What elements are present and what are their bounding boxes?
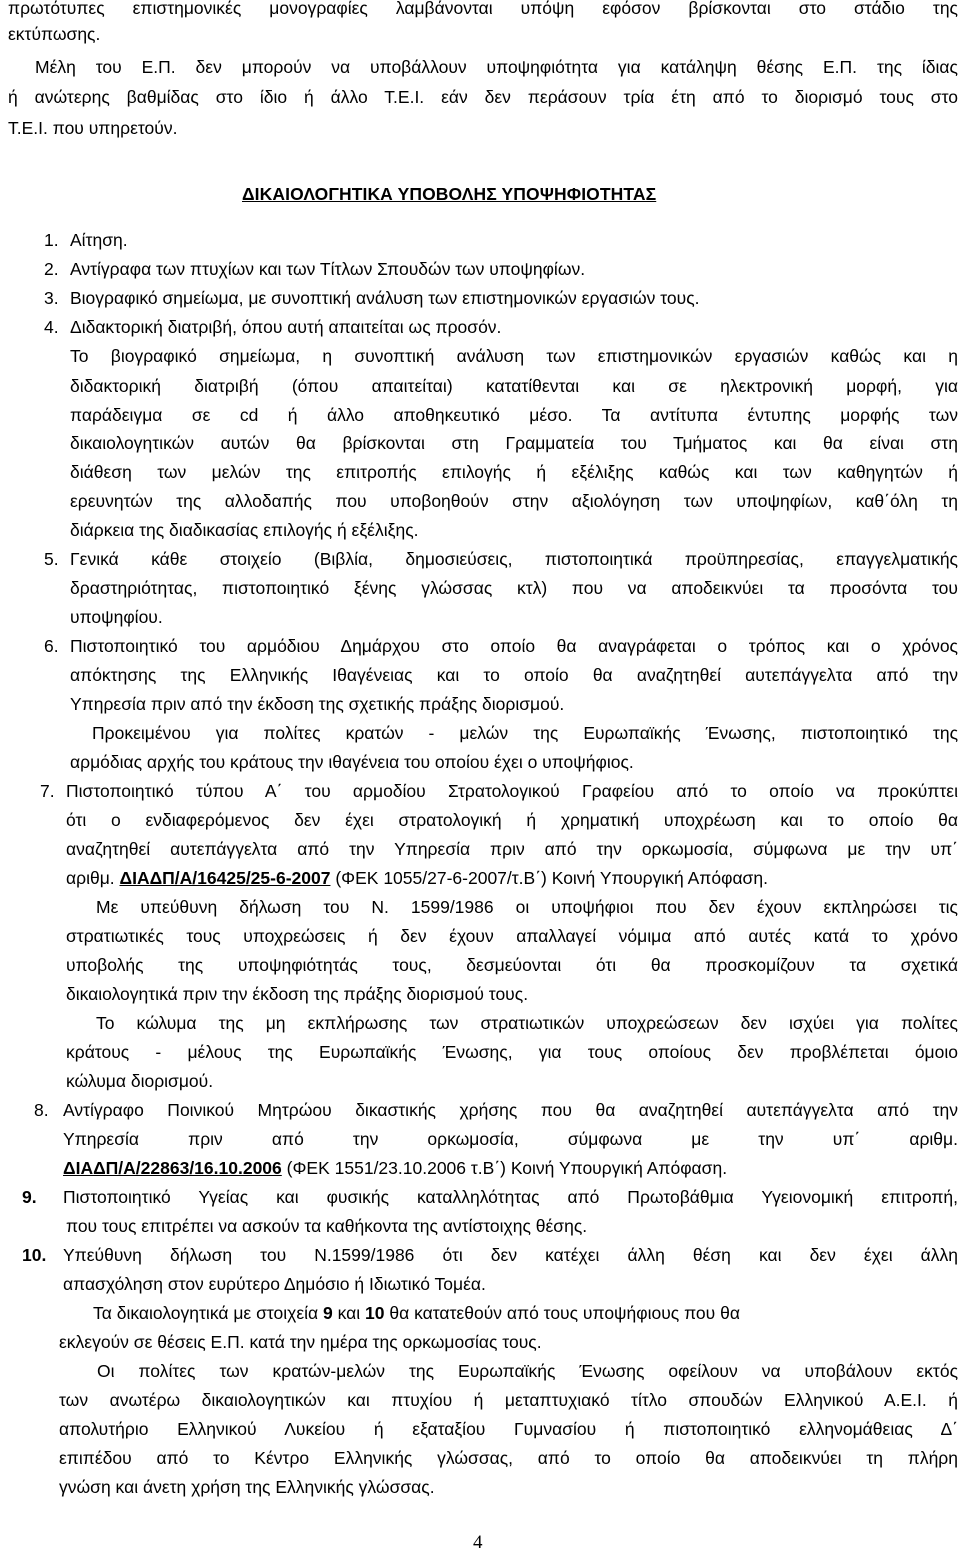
item-number: 3. bbox=[44, 288, 59, 308]
text-run: αριθμ. bbox=[66, 868, 120, 888]
paragraph-line: στρατιωτικές τους υποχρεώσεις ή δεν έχουν απαλλαγεί νόμιμα από αυτές κατά το χρόνο bbox=[66, 926, 958, 946]
item-number: 1. bbox=[44, 230, 59, 250]
item-number: 8. bbox=[34, 1100, 49, 1120]
paragraph-line: εκλεγούν σε θέσεις Ε.Π. κατά την ημέρα της ορκωμοσίας τους. bbox=[59, 1332, 542, 1352]
paragraph-line: διάρκεια της διαδικασίας επιλογής ή εξέλιξης. bbox=[70, 520, 419, 540]
item-text: Πιστοποιητικό του αρμόδιου Δημάρχου στο οποίο θα αναγράφεται ο τρόπος και ο χρόνος bbox=[70, 636, 958, 656]
item-number: 7. bbox=[40, 781, 55, 801]
paragraph-line: Με υπεύθυνη δήλωση του Ν. 1599/1986 οι υποψήφιοι που δεν έχουν εκπληρώσει τις bbox=[96, 897, 958, 917]
text-run: θα κατατεθούν από τους υποψήφιους που θα bbox=[384, 1303, 740, 1323]
item-text: Υπεύθυνη δήλωση του Ν.1599/1986 ότι δεν κατέχει άλλη θέση και δεν έχει άλλη bbox=[63, 1245, 958, 1265]
item-text bbox=[63, 1157, 727, 1179]
paragraph-line: Το κώλυμα της μη εκπλήρωσης των στρατιωτικών υποχρεώσεων δεν ισχύει για πολίτες bbox=[96, 1013, 958, 1033]
text-run: (ΦΕΚ 1551/23.10.2006 τ.Β΄) Κοινή Υπουργική Απόφαση. bbox=[281, 1158, 728, 1178]
item-text bbox=[66, 867, 768, 889]
item-text: Υπηρεσία πριν από την ορκωμοσία, σύμφωνα με την υπ΄ αριθμ. bbox=[63, 1129, 958, 1149]
text-run: Τα δικαιολογητικά με στοιχεία bbox=[93, 1303, 324, 1323]
item-number: 5. bbox=[44, 549, 59, 569]
paragraph-line: απολυτήριο Ελληνικού Λυκείου ή εξαταξίου Γυμνασίου ή πιστοποιητικό ελληνομάθειας Δ΄ bbox=[59, 1419, 958, 1439]
item-text: Γενικά κάθε στοιχείο (Βιβλία, δημοσιεύσεις, πιστοποιητικά προϋπηρεσίας, επαγγελματικής bbox=[70, 549, 958, 569]
text-run-bold: 9 bbox=[323, 1303, 333, 1323]
item-text: Πιστοποιητικό τύπου Α΄ του αρμοδίου Στρατολογικού Γραφείου από το οποίο να προκύπτει bbox=[66, 781, 958, 801]
paragraph-line: διάθεση των μελών της επιτροπής επιλογής ή εξέλιξης καθώς και των καθηγητών ή bbox=[70, 462, 958, 482]
paragraph-line: ερευνητών της αλλοδαπής που υποβοηθούν στην αξιολόγηση των υποψηφίων, καθ΄όλη τη bbox=[70, 491, 958, 511]
item-text: απόκτησης της Ελληνικής Ιθαγένειας και το οποίο θα αναζητηθεί αυτεπάγγελτα από την bbox=[70, 665, 958, 685]
item-text: που τους επιτρέπει να ασκούν τα καθήκοντα της αντίστοιχης θέσης. bbox=[66, 1216, 588, 1236]
item-text: αναζητηθεί αυτεπάγγελτα από την Υπηρεσία πριν από την ορκωμοσία, σύμφωνα με την υπ΄ bbox=[66, 839, 958, 859]
paragraph-line: επιπέδου από το Κέντρο Ελληνικής γλώσσας, από το οποίο θα αποδεικνύει τη πλήρη bbox=[59, 1448, 958, 1468]
item-text: δραστηριότητας, πιστοποιητικό ξένης γλώσσας κτλ) που να αποδεικνύει τα προσόντα του bbox=[70, 578, 958, 598]
paragraph-line: παράδειγμα σε cd ή άλλο αποθηκευτικό μέσο. Τα αντίτυπα έντυπης μορφής των bbox=[70, 405, 958, 425]
section-heading: ΔΙΚΑΙΟΛΟΓΗΤΙΚΑ ΥΠΟΒΟΛΗΣ ΥΠΟΨΗΦΙΟΤΗΤΑΣ bbox=[242, 184, 657, 204]
decision-reference: ΔΙΑΔΠ/Α/16425/25-6-2007 bbox=[119, 868, 331, 888]
item-text: Βιογραφικό σημείωμα, με συνοπτική ανάλυση των επιστημονικών εργασιών τους. bbox=[70, 288, 700, 308]
decision-reference: ΔΙΑΔΠ/Α/22863/16.10.2006 bbox=[63, 1158, 282, 1178]
item-text: Διδακτορική διατριβή, όπου αυτή απαιτείται ως προσόν. bbox=[70, 317, 502, 337]
item-number: 4. bbox=[44, 317, 59, 337]
paragraph-line: Προκειμένου για πολίτες κρατών - μελών της Ευρωπαϊκής Ένωσης, πιστοποιητικό της bbox=[92, 723, 958, 743]
page-number: 4 bbox=[473, 1532, 483, 1553]
intro-line: Μέλη του Ε.Π. δεν μπορούν να υποβάλλουν υποψηφιότητα για κατάληψη θέσης Ε.Π. της ίδιας bbox=[35, 57, 958, 77]
paragraph-line: αρμόδιας αρχής του κράτους την ιθαγένεια του οποίου έχει ο υποψήφιος. bbox=[70, 752, 634, 772]
paragraph-line: κώλυμα διορισμού. bbox=[66, 1071, 214, 1091]
intro-line: εκτύπωσης. bbox=[8, 24, 101, 44]
text-run: και bbox=[332, 1303, 366, 1323]
item-text: ότι ο ενδιαφερόμενος δεν έχει στρατολογική ή χρηματική υποχρέωση και το οποίο θα bbox=[66, 810, 958, 830]
item-text: Αντίγραφα των πτυχίων και των Τίτλων Σπουδών των υποψηφίων. bbox=[70, 259, 586, 279]
item-text: απασχόληση στον ευρύτερο Δημόσιο ή Ιδιωτικό Τομέα. bbox=[63, 1274, 486, 1294]
intro-line: πρωτότυπες επιστημονικές μονογραφίες λαμβάνονται υπόψη εφόσον βρίσκονται στο στάδιο της bbox=[8, 0, 958, 18]
item-number: 6. bbox=[44, 636, 59, 656]
item-number: 9. bbox=[22, 1187, 37, 1207]
paragraph-line: υποβολής της υποψηφιότητάς τους, δεσμεύονται ότι θα προσκομίζουν τα σχετικά bbox=[66, 955, 958, 975]
intro-line: ή ανώτερης βαθμίδας στο ίδιο ή άλλο Τ.Ε.Ι. εάν δεν περάσουν τρία έτη από το διορισμό τους στο bbox=[8, 87, 958, 107]
item-number: 2. bbox=[44, 259, 59, 279]
item-number: 10. bbox=[22, 1245, 47, 1265]
paragraph-line bbox=[93, 1302, 740, 1324]
text-run: (ΦΕΚ 1055/27-6-2007/τ.Β΄) Κοινή Υπουργική Απόφαση. bbox=[330, 868, 768, 888]
paragraph-line: δικαιολογητικά πριν την έκδοση της πράξης διορισμού τους. bbox=[66, 984, 529, 1004]
paragraph-line: Οι πολίτες των κρατών-μελών της Ευρωπαϊκής Ένωσης οφείλουν να υποβάλουν εκτός bbox=[97, 1361, 958, 1381]
paragraph-line: των ανωτέρω δικαιολογητικών και πτυχίου ή μεταπτυχιακό τίτλο σπουδών Ελληνικού Α.Ε.Ι. ή bbox=[59, 1390, 958, 1410]
item-text: Πιστοποιητικό Υγείας και φυσικής καταλληλότητας από Πρωτοβάθμια Υγειονομική επιτροπή, bbox=[63, 1187, 958, 1207]
intro-line: Τ.Ε.Ι. που υπηρετούν. bbox=[8, 118, 178, 138]
paragraph-line: κράτους - μέλους της Ευρωπαϊκής Ένωσης, για τους οποίους δεν προβλέπεται όμοιο bbox=[66, 1042, 958, 1062]
item-text: Υπηρεσία πριν από την έκδοση της σχετικής πράξης διορισμού. bbox=[70, 694, 565, 714]
text-run-bold: 10 bbox=[365, 1303, 385, 1323]
paragraph-line: δικαιολογητικών αυτών θα βρίσκονται στη Γραμματεία του Τμήματος και θα είναι στη bbox=[70, 433, 958, 453]
item-text: υποψηφίου. bbox=[70, 607, 163, 627]
item-text: Αίτηση. bbox=[70, 230, 128, 250]
paragraph-line: διδακτορική διατριβή (όπου απαιτείται) κατατίθενται και σε ηλεκτρονική μορφή, για bbox=[70, 376, 958, 396]
paragraph-line: Το βιογραφικό σημείωμα, η συνοπτική ανάλυση των επιστημονικών εργασιών καθώς και η bbox=[70, 346, 958, 366]
item-text: Αντίγραφο Ποινικού Μητρώου δικαστικής χρήσης που θα αναζητηθεί αυτεπάγγελτα από την bbox=[63, 1100, 958, 1120]
paragraph-line: γνώση και άνετη χρήση της Ελληνικής γλώσσας. bbox=[59, 1477, 435, 1497]
